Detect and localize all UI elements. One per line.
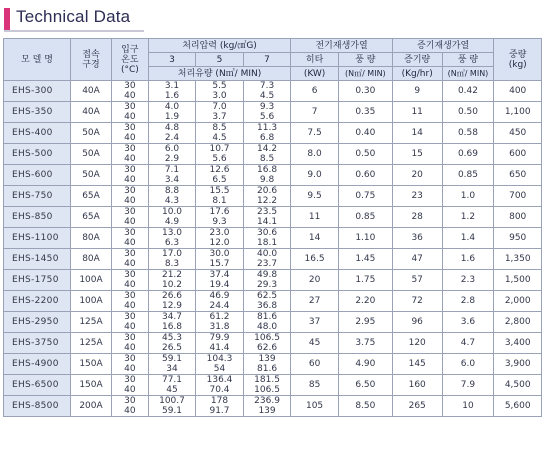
cell-flow-p7: 106.5 62.6: [243, 333, 291, 354]
cell-flow-p5: 61.2 31.8: [196, 312, 244, 333]
cell-heater: 9.5: [291, 186, 339, 207]
cell-electric-air: 1.45: [338, 249, 392, 270]
cell-inlet-temps: 30 40: [112, 333, 149, 354]
table-row: [4, 396, 542, 417]
table-row: [4, 123, 542, 144]
header-electric-heater-unit: (KW): [291, 67, 339, 81]
cell-flow-p3: 10.0 4.9: [148, 207, 196, 228]
cell-weight: 3,400: [494, 333, 542, 354]
cell-steam-air: 0.58: [442, 123, 494, 144]
cell-flow-p3: 26.6 12.9: [148, 291, 196, 312]
cell-flow-p7: 49.8 29.3: [243, 270, 291, 291]
cell-flow-p3: 59.1 34: [148, 354, 196, 375]
cell-weight: 800: [494, 207, 542, 228]
cell-electric-air: 0.85: [338, 207, 392, 228]
cell-connection: 200A: [70, 396, 111, 417]
cell-inlet-temps: 30 40: [112, 186, 149, 207]
cell-connection: 50A: [70, 165, 111, 186]
header-weight: 중량 (kg): [494, 39, 542, 81]
cell-steam-amount: 265: [392, 396, 442, 417]
cell-weight: 600: [494, 144, 542, 165]
cell-weight: 2,000: [494, 291, 542, 312]
cell-connection: 125A: [70, 312, 111, 333]
header-electric-air: 풍 량: [338, 53, 392, 67]
cell-steam-air: 1.6: [442, 249, 494, 270]
cell-electric-air: 2.95: [338, 312, 392, 333]
cell-weight: 2,800: [494, 312, 542, 333]
cell-electric-air: 0.35: [338, 102, 392, 123]
cell-steam-air: 2.3: [442, 270, 494, 291]
cell-weight: 1,500: [494, 270, 542, 291]
cell-flow-p3: 7.1 3.4: [148, 165, 196, 186]
header-inlet-temp: 입구 온도 (°C): [112, 39, 149, 81]
cell-flow-p3: 13.0 6.3: [148, 228, 196, 249]
cell-weight: 650: [494, 165, 542, 186]
cell-flow-p7: 20.6 12.2: [243, 186, 291, 207]
cell-connection: 80A: [70, 228, 111, 249]
cell-inlet-temps: 30 40: [112, 165, 149, 186]
cell-inlet-temps: 30 40: [112, 270, 149, 291]
cell-flow-p7: 81.6 48.0: [243, 312, 291, 333]
cell-flow-p5: 37.4 19.4: [196, 270, 244, 291]
cell-flow-p5: 8.5 4.5: [196, 123, 244, 144]
cell-flow-p3: 34.7 16.8: [148, 312, 196, 333]
cell-connection: 50A: [70, 123, 111, 144]
cell-inlet-temps: 30 40: [112, 396, 149, 417]
cell-steam-amount: 20: [392, 165, 442, 186]
cell-electric-air: 4.90: [338, 354, 392, 375]
cell-connection: 40A: [70, 81, 111, 102]
table-row: [4, 333, 542, 354]
cell-flow-p7: 181.5 106.5: [243, 375, 291, 396]
cell-connection: 80A: [70, 249, 111, 270]
cell-heater: 7.5: [291, 123, 339, 144]
cell-flow-p5: 46.9 24.4: [196, 291, 244, 312]
table-row: [4, 291, 542, 312]
cell-steam-amount: 96: [392, 312, 442, 333]
cell-electric-air: 1.10: [338, 228, 392, 249]
cell-steam-air: 1.2: [442, 207, 494, 228]
cell-steam-air: 0.85: [442, 165, 494, 186]
cell-flow-p7: 139 81.6: [243, 354, 291, 375]
cell-flow-p3: 8.8 4.3: [148, 186, 196, 207]
cell-connection: 100A: [70, 291, 111, 312]
cell-steam-air: 10: [442, 396, 494, 417]
cell-inlet-temps: 30 40: [112, 228, 149, 249]
cell-heater: 85: [291, 375, 339, 396]
header-steam-amount-unit: (Kg/hr): [392, 67, 442, 81]
cell-flow-p7: 62.5 36.8: [243, 291, 291, 312]
header-steam-air: 풍 량: [442, 53, 494, 67]
header-steam-amount: 증기량: [392, 53, 442, 67]
title-underline: [4, 30, 144, 32]
header-steam-air-unit: (N㎥/ MIN): [442, 67, 494, 81]
cell-flow-p3: 21.2 10.2: [148, 270, 196, 291]
cell-steam-amount: 145: [392, 354, 442, 375]
cell-electric-air: 8.50: [338, 396, 392, 417]
cell-connection: 150A: [70, 375, 111, 396]
cell-model: EHS-350: [4, 102, 71, 123]
cell-model: EHS-1750: [4, 270, 71, 291]
cell-heater: 37: [291, 312, 339, 333]
cell-electric-air: 0.60: [338, 165, 392, 186]
cell-weight: 4,500: [494, 375, 542, 396]
table-row: [4, 270, 542, 291]
cell-flow-p5: 104.3 54: [196, 354, 244, 375]
table-row: [4, 375, 542, 396]
cell-flow-p3: 45.3 26.5: [148, 333, 196, 354]
cell-electric-air: 0.50: [338, 144, 392, 165]
cell-flow-p3: 3.1 1.6: [148, 81, 196, 102]
cell-flow-p3: 77.1 45: [148, 375, 196, 396]
cell-inlet-temps: 30 40: [112, 81, 149, 102]
table-row: [4, 102, 542, 123]
cell-model: EHS-8500: [4, 396, 71, 417]
cell-connection: 50A: [70, 144, 111, 165]
cell-weight: 1,350: [494, 249, 542, 270]
header-pressure-7: 7: [243, 53, 291, 67]
cell-heater: 7: [291, 102, 339, 123]
table-row: [4, 165, 542, 186]
header-connection: 접속 구경: [70, 39, 111, 81]
table-row: [4, 144, 542, 165]
cell-inlet-temps: 30 40: [112, 375, 149, 396]
cell-heater: 27: [291, 291, 339, 312]
table-row: [4, 249, 542, 270]
cell-steam-amount: 36: [392, 228, 442, 249]
cell-model: EHS-600: [4, 165, 71, 186]
cell-heater: 11: [291, 207, 339, 228]
cell-connection: 65A: [70, 186, 111, 207]
title-accent-bar: [4, 8, 10, 30]
cell-steam-amount: 47: [392, 249, 442, 270]
cell-connection: 40A: [70, 102, 111, 123]
header-electric-group: 전기재생가열: [291, 39, 393, 53]
cell-connection: 100A: [70, 270, 111, 291]
cell-inlet-temps: 30 40: [112, 312, 149, 333]
cell-model: EHS-1450: [4, 249, 71, 270]
header-flow: 처리유량 (N㎥/ MIN): [148, 67, 291, 81]
cell-flow-p7: 30.6 18.1: [243, 228, 291, 249]
cell-steam-air: 0.42: [442, 81, 494, 102]
cell-flow-p7: 9.3 5.6: [243, 102, 291, 123]
cell-steam-air: 7.9: [442, 375, 494, 396]
cell-heater: 60: [291, 354, 339, 375]
header-pressure-3: 3: [148, 53, 196, 67]
cell-model: EHS-1100: [4, 228, 71, 249]
cell-electric-air: 0.75: [338, 186, 392, 207]
cell-steam-air: 6.0: [442, 354, 494, 375]
cell-flow-p7: 16.8 9.8: [243, 165, 291, 186]
cell-weight: 450: [494, 123, 542, 144]
cell-connection: 150A: [70, 354, 111, 375]
header-electric-heater: 히타: [291, 53, 339, 67]
table-row: [4, 81, 542, 102]
cell-electric-air: 2.20: [338, 291, 392, 312]
cell-heater: 45: [291, 333, 339, 354]
cell-heater: 6: [291, 81, 339, 102]
cell-model: EHS-2950: [4, 312, 71, 333]
header-electric-air-unit: (N㎥/ MIN): [338, 67, 392, 81]
cell-steam-air: 0.69: [442, 144, 494, 165]
cell-flow-p7: 11.3 6.8: [243, 123, 291, 144]
cell-steam-amount: 160: [392, 375, 442, 396]
cell-weight: 3,900: [494, 354, 542, 375]
cell-flow-p5: 23.0 12.0: [196, 228, 244, 249]
table-body: [4, 81, 542, 417]
cell-flow-p5: 136.4 70.4: [196, 375, 244, 396]
cell-steam-amount: 11: [392, 102, 442, 123]
cell-steam-amount: 72: [392, 291, 442, 312]
cell-connection: 65A: [70, 207, 111, 228]
cell-inlet-temps: 30 40: [112, 102, 149, 123]
cell-steam-amount: 120: [392, 333, 442, 354]
table-header: [4, 39, 542, 81]
cell-electric-air: 0.30: [338, 81, 392, 102]
cell-electric-air: 0.40: [338, 123, 392, 144]
cell-model: EHS-300: [4, 81, 71, 102]
cell-weight: 950: [494, 228, 542, 249]
header-pressure-5: 5: [196, 53, 244, 67]
cell-steam-air: 0.50: [442, 102, 494, 123]
cell-flow-p7: 14.2 8.5: [243, 144, 291, 165]
table-row: [4, 228, 542, 249]
cell-inlet-temps: 30 40: [112, 354, 149, 375]
cell-weight: 700: [494, 186, 542, 207]
cell-inlet-temps: 30 40: [112, 123, 149, 144]
cell-model: EHS-400: [4, 123, 71, 144]
cell-heater: 105: [291, 396, 339, 417]
table-row: [4, 354, 542, 375]
cell-steam-air: 3.6: [442, 312, 494, 333]
cell-steam-air: 4.7: [442, 333, 494, 354]
cell-flow-p5: 5.5 3.0: [196, 81, 244, 102]
cell-electric-air: 1.75: [338, 270, 392, 291]
cell-steam-air: 1.0: [442, 186, 494, 207]
table-row: [4, 186, 542, 207]
cell-flow-p5: 79.9 41.4: [196, 333, 244, 354]
header-model: 모 델 명: [4, 39, 71, 81]
cell-steam-amount: 57: [392, 270, 442, 291]
cell-flow-p3: 4.0 1.9: [148, 102, 196, 123]
cell-flow-p5: 15.5 8.1: [196, 186, 244, 207]
cell-model: EHS-4900: [4, 354, 71, 375]
cell-weight: 400: [494, 81, 542, 102]
cell-steam-amount: 23: [392, 186, 442, 207]
cell-flow-p3: 100.7 59.1: [148, 396, 196, 417]
cell-inlet-temps: 30 40: [112, 291, 149, 312]
cell-inlet-temps: 30 40: [112, 249, 149, 270]
technical-data-table: [3, 38, 542, 417]
cell-flow-p7: 7.3 4.5: [243, 81, 291, 102]
cell-steam-amount: 28: [392, 207, 442, 228]
cell-flow-p5: 30.0 15.7: [196, 249, 244, 270]
cell-inlet-temps: 30 40: [112, 144, 149, 165]
cell-model: EHS-3750: [4, 333, 71, 354]
cell-model: EHS-500: [4, 144, 71, 165]
cell-steam-air: 2.8: [442, 291, 494, 312]
cell-flow-p5: 7.0 3.7: [196, 102, 244, 123]
cell-weight: 1,100: [494, 102, 542, 123]
cell-electric-air: 6.50: [338, 375, 392, 396]
cell-flow-p5: 178 91.7: [196, 396, 244, 417]
header-steam-group: 증기재생가열: [392, 39, 494, 53]
page-title: Technical Data: [16, 7, 131, 26]
cell-connection: 125A: [70, 333, 111, 354]
cell-heater: 8.0: [291, 144, 339, 165]
cell-heater: 9.0: [291, 165, 339, 186]
cell-flow-p5: 12.6 6.5: [196, 165, 244, 186]
table-row: [4, 207, 542, 228]
cell-inlet-temps: 30 40: [112, 207, 149, 228]
cell-flow-p7: 40.0 23.7: [243, 249, 291, 270]
cell-model: EHS-2200: [4, 291, 71, 312]
cell-model: EHS-750: [4, 186, 71, 207]
cell-flow-p5: 10.7 5.6: [196, 144, 244, 165]
cell-heater: 20: [291, 270, 339, 291]
cell-flow-p5: 17.6 9.3: [196, 207, 244, 228]
cell-heater: 14: [291, 228, 339, 249]
cell-model: EHS-850: [4, 207, 71, 228]
cell-steam-amount: 9: [392, 81, 442, 102]
cell-flow-p7: 236.9 139: [243, 396, 291, 417]
cell-model: EHS-6500: [4, 375, 71, 396]
cell-flow-p3: 17.0 8.3: [148, 249, 196, 270]
cell-steam-amount: 15: [392, 144, 442, 165]
cell-flow-p7: 23.5 14.1: [243, 207, 291, 228]
cell-flow-p3: 4.8 2.4: [148, 123, 196, 144]
table-row: [4, 312, 542, 333]
cell-flow-p3: 6.0 2.9: [148, 144, 196, 165]
cell-heater: 16.5: [291, 249, 339, 270]
cell-steam-amount: 14: [392, 123, 442, 144]
cell-steam-air: 1.4: [442, 228, 494, 249]
title-bar: [4, 6, 244, 32]
header-pressure-group: 처리압력 (kg/㎠G): [148, 39, 291, 53]
cell-electric-air: 3.75: [338, 333, 392, 354]
cell-weight: 5,600: [494, 396, 542, 417]
